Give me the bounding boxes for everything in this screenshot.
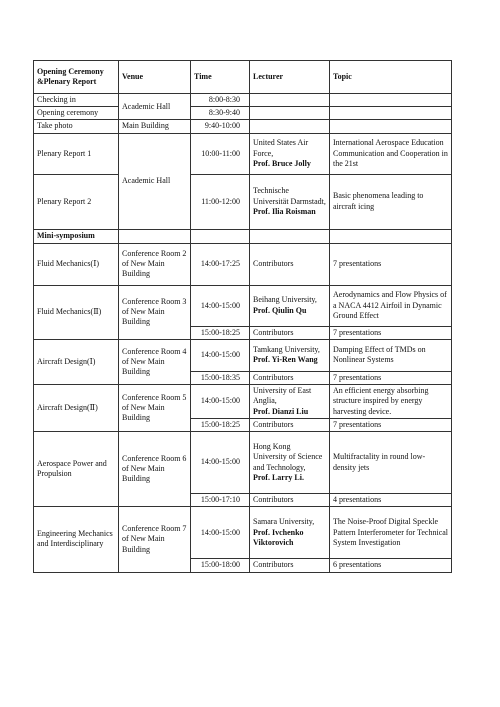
row-plenary-1 [34, 133, 452, 174]
fm2-topic-2: 7 presentations [330, 326, 452, 339]
fm1-topic: 7 presentations [330, 243, 452, 285]
plenary-venue: Academic Hall [119, 133, 191, 229]
fm1-time: 14:00-17:25 [191, 243, 250, 285]
row-photo [34, 120, 452, 133]
fm2-time-2: 15:00-18:25 [191, 326, 250, 339]
empty-cell [191, 229, 250, 243]
lecturer-name: Prof. Yi-Ren Wang [253, 355, 318, 365]
emi-topic-2: 6 presentations [330, 559, 452, 572]
ad1-topic-1: Damping Effect of TMDs on Nonlinear Systems [330, 339, 452, 371]
fm2-lecturer-2: Contributors [250, 326, 330, 339]
emi-topic-1: The Noise-Proof Digital Speckle Pattern Interferometer for Technical System Investigation [330, 507, 452, 559]
photo-venue: Main Building [119, 120, 191, 133]
app-topic-1: Multifractality in round low-density jets [330, 432, 452, 494]
fm2-time-1: 14:00-15:00 [191, 285, 250, 326]
emi-label: Engineering Mechanics and Interdisciplinary [34, 507, 119, 572]
empty-cell [250, 120, 330, 133]
app-label: Aerospace Power and Propulsion [34, 432, 119, 507]
fm1-venue: Conference Room 2 of New Main Building [119, 243, 191, 285]
lecturer-affiliation: Hong Kong University of Science and Technology, [253, 442, 323, 472]
emi-time-1: 14:00-15:00 [191, 507, 250, 559]
header-row [34, 61, 452, 94]
lecturer-affiliation: University of East Anglia, [253, 386, 312, 406]
empty-cell [250, 107, 330, 120]
ad1-label: Aircraft Design(Ⅰ) [34, 339, 119, 384]
empty-cell [250, 229, 330, 243]
header-venue: Venue [119, 61, 191, 94]
row-plenary-2 [34, 174, 452, 229]
header-lecturer: Lecturer [250, 61, 330, 94]
row-fluid-mechanics-2 [34, 285, 452, 326]
app-lecturer-1 [250, 432, 330, 494]
plenary2-topic: Basic phenomena leading to aircraft icing [330, 174, 452, 229]
lecturer-affiliation: Beihang University, [253, 295, 317, 305]
emi-venue: Conference Room 7 of New Main Building [119, 507, 191, 572]
lecturer-name: Prof. Qiulin Qu [253, 305, 307, 315]
ceremony-label: Opening ceremony [34, 107, 119, 120]
ad2-topic-1: An efficient energy absorbing structure inspired by energy harvesting device. [330, 385, 452, 419]
ad1-venue: Conference Room 4 of New Main Building [119, 339, 191, 384]
plenary1-lecturer [250, 133, 330, 174]
ad1-lecturer-2: Contributors [250, 371, 330, 384]
plenary1-topic: International Aerospace Education Communication and Cooperation in the 21st [330, 133, 452, 174]
lecturer-name: Prof. Ilia Roisman [253, 206, 316, 216]
emi-lecturer-1 [250, 507, 330, 559]
lecturer-affiliation: Technische Universität Darmstadt, [253, 186, 326, 206]
header-topic: Topic [330, 61, 452, 94]
photo-label: Take photo [34, 120, 119, 133]
ad2-venue: Conference Room 5 of New Main Building [119, 385, 191, 432]
header-session: Opening Ceremony &Plenary Report [34, 61, 119, 94]
schedule-table [33, 60, 452, 573]
lecturer-name: Prof. Bruce Jolly [253, 158, 311, 168]
row-aerospace-power [34, 432, 452, 494]
ad1-topic-2: 7 presentations [330, 371, 452, 384]
app-lecturer-2: Contributors [250, 494, 330, 507]
row-checkin [34, 94, 452, 107]
plenary1-label: Plenary Report 1 [34, 133, 119, 174]
app-venue: Conference Room 6 of New Main Building [119, 432, 191, 507]
row-fluid-mechanics-1 [34, 243, 452, 285]
ad1-lecturer-1 [250, 339, 330, 371]
fm2-venue: Conference Room 3 of New Main Building [119, 285, 191, 339]
fm2-label: Fluid Mechanics(Ⅱ) [34, 285, 119, 339]
empty-cell [330, 120, 452, 133]
row-mini-symposium [34, 229, 452, 243]
ad1-time-2: 15:00-18:35 [191, 371, 250, 384]
lecturer-name: Prof. Ivchenko Viktorovich [253, 527, 304, 547]
ad2-topic-2: 7 presentations [330, 418, 452, 431]
fm2-lecturer-1 [250, 285, 330, 326]
app-topic-2: 4 presentations [330, 494, 452, 507]
plenary2-time: 11:00-12:00 [191, 174, 250, 229]
lecturer-name: Prof. Dianzi Liu [253, 406, 309, 416]
lecturer-name: Prof. Larry Li. [253, 472, 304, 482]
empty-cell [330, 94, 452, 107]
ad2-time-1: 14:00-15:00 [191, 385, 250, 419]
app-time-2: 15:00-17:10 [191, 494, 250, 507]
empty-cell [250, 94, 330, 107]
empty-cell [330, 229, 452, 243]
opening-venue: Academic Hall [119, 94, 191, 120]
fm1-label: Fluid Mechanics(Ⅰ) [34, 243, 119, 285]
row-aircraft-design-2 [34, 385, 452, 419]
mini-symposium-title: Mini-symposium [34, 229, 119, 243]
ad2-lecturer-1 [250, 385, 330, 419]
ad2-time-2: 15:00-18:25 [191, 418, 250, 431]
fm1-lecturer: Contributors [250, 243, 330, 285]
emi-time-2: 15:00-18:00 [191, 559, 250, 572]
row-ceremony [34, 107, 452, 120]
plenary1-time: 10:00-11:00 [191, 133, 250, 174]
ad2-lecturer-2: Contributors [250, 418, 330, 431]
row-engineering-mechanics [34, 507, 452, 559]
empty-cell [119, 229, 191, 243]
lecturer-affiliation: Samara University, [253, 517, 315, 527]
lecturer-affiliation: United States Air Force, [253, 138, 309, 158]
checkin-time: 8:00-8:30 [191, 94, 250, 107]
plenary2-label: Plenary Report 2 [34, 174, 119, 229]
plenary2-lecturer [250, 174, 330, 229]
fm2-topic-1: Aerodynamics and Flow Physics of a NACA 4412 Airfoil in Dynamic Ground Effect [330, 285, 452, 326]
ceremony-time: 8:30-9:40 [191, 107, 250, 120]
emi-lecturer-2: Contributors [250, 559, 330, 572]
checkin-label: Checking in [34, 94, 119, 107]
ad2-label: Aircraft Design(Ⅱ) [34, 385, 119, 432]
row-aircraft-design-1 [34, 339, 452, 371]
ad1-time-1: 14:00-15:00 [191, 339, 250, 371]
header-time: Time [191, 61, 250, 94]
app-time-1: 14:00-15:00 [191, 432, 250, 494]
lecturer-affiliation: Tamkang University, [253, 345, 320, 355]
photo-time: 9:40-10:00 [191, 120, 250, 133]
empty-cell [330, 107, 452, 120]
